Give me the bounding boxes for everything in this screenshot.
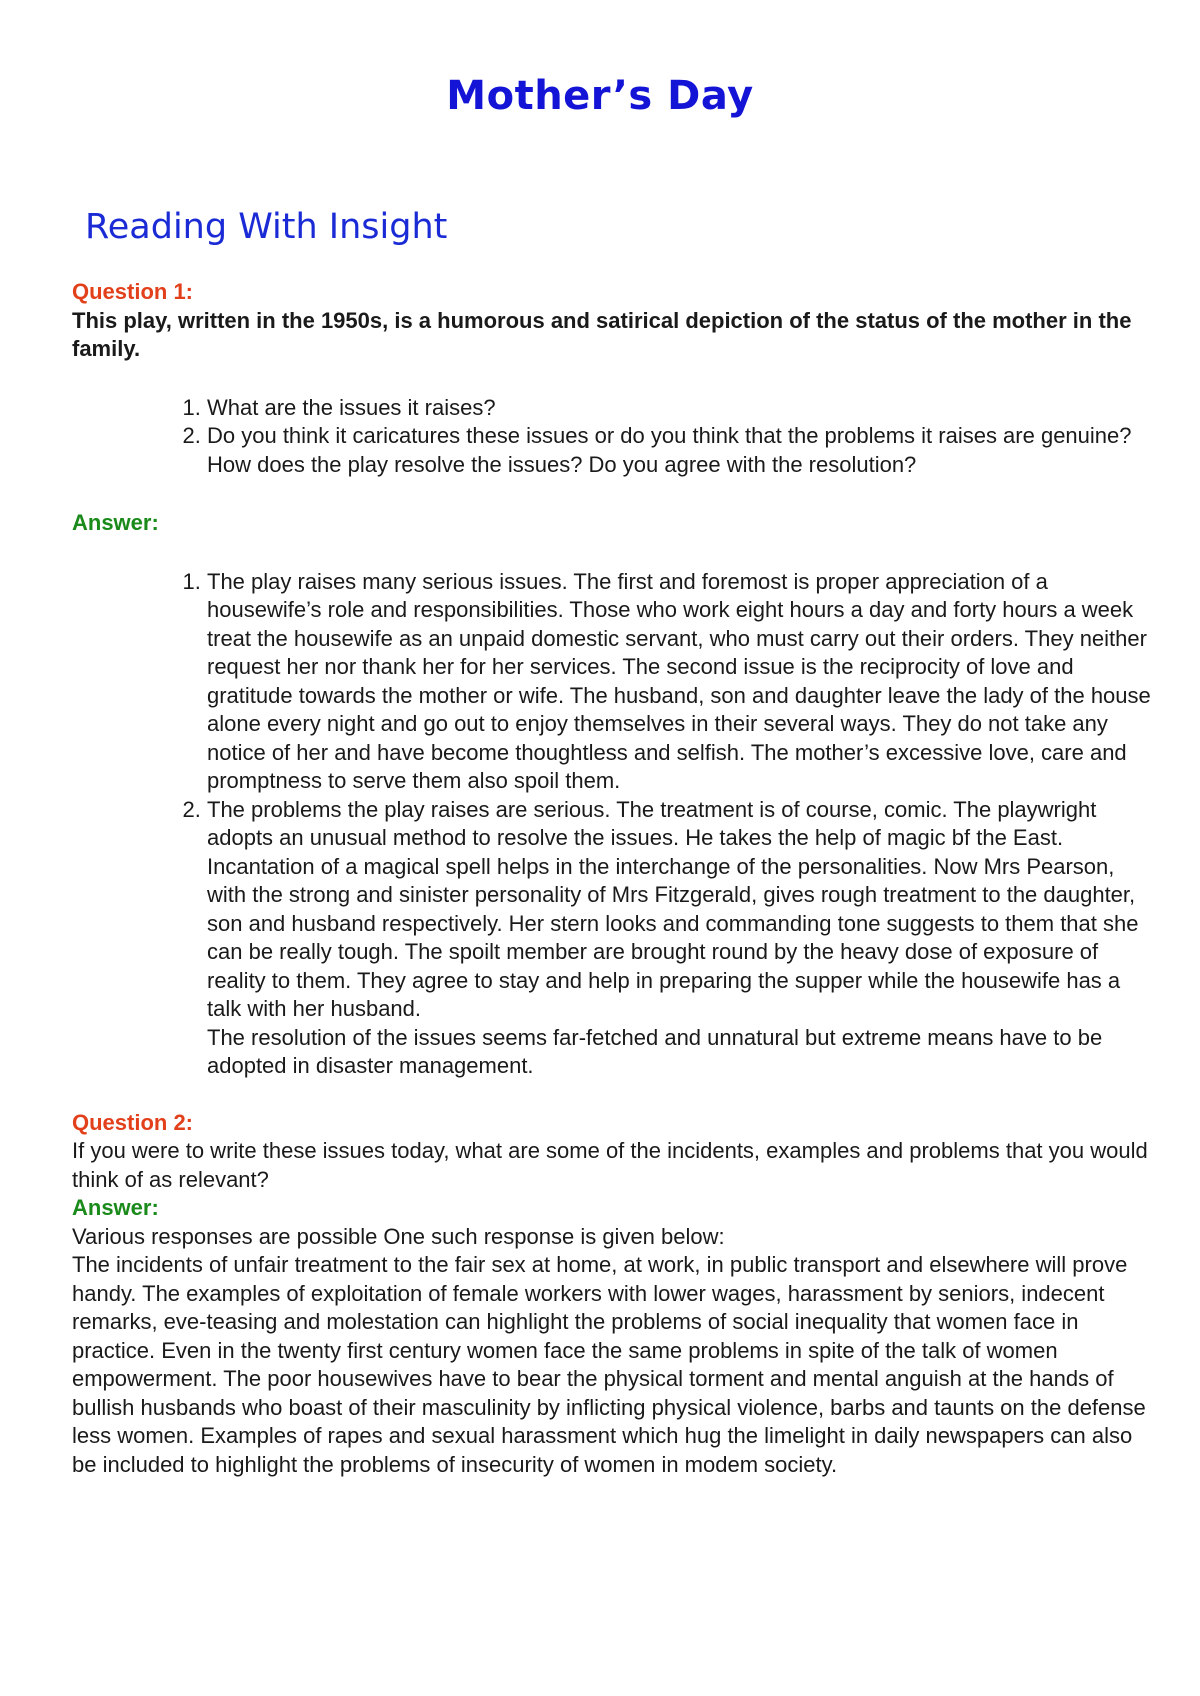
answer-1-item: 1. The play raises many serious issues. The first and foremost is proper appreciation of a housewife’s role and responsibilities. Those who work eight hours a day and forty hours a week treat the housewife as an unpaid domestic servant, who must carry out their orders. They neither request her nor thank her for her services. The second issue is the reciprocity of love and gratitude towards the mother or wife. The husband, son and daughter leave the lady of the house alone every night and go out to enjoy themselves in their several ways. They do not take any notice of her and have become thoughtless and selfish. The mother’s excessive love, care and promptness to serve them also spoil them. [207,568,1152,796]
answer-1-list [72,568,1152,1081]
answer-1-item-extra: The resolution of the issues seems far-fetched and unnatural but extreme means have to be adopted in disaster management. [207,1024,1103,1078]
question-1-label: Question 1: [72,279,194,304]
question-2-prompt: If you were to write these issues today, what are some of the incidents, examples and problems that you would think of as relevant? [72,1138,1148,1192]
question-1-list [72,394,1152,480]
question-1-item: 1. What are the issues it raises? [207,394,1152,423]
answer-1-item-text: The problems the play raises are serious. The treatment is of course, comic. The playwright adopts an unusual method to resolve the issues. He takes the help of magic bf the East. Incantation of a magical spell helps in the interchange of the personalities. Now Mrs Pearson, with the strong and sinister personality of Mrs Fitzgerald, gives rough treatment to the daughter, son and husband respectively. Her stern looks and commanding tone suggests to them that she can be really tough. The spoilt member are brought round by the heavy dose of exposure of reality to them. They agree to stay and help in preparing the supper while the housewife has a talk with her husband. [207,796,1139,1021]
document-body [72,278,1152,1479]
question-1-item: 2. Do you think it caricatures these issues or do you think that the problems it raises are genuine? How does the play resolve the issues? Do you agree with the resolution? [207,422,1152,479]
question-2-label: Question 2: [72,1109,194,1135]
answer-2-label: Answer: [72,1195,159,1220]
section-heading: Reading With Insight [85,207,448,247]
answer-1-item [207,796,1152,1081]
answer-2-body: The incidents of unfair treatment to the fair sex at home, at work, in public transport and elsewhere will prove handy. The examples of exploitation of female workers with lower wages, harassment by seniors, indecent remarks, eve-teasing and molestation can highlight the problems of social inequality that women face in practice. Even in the twenty first century women face the same problems in spite of the talk of women empowerment. The poor housewives have to bear the physical torment and mental anguish at the hands of bullish husbands who boast of their masculinity by inflicting physical violence, barbs and taunts on the defense less women. Examples of rapes and sexual harassment which hug the limelight in daily newspapers can also be included to highlight the problems of insecurity of women in modem society. [72,1252,1146,1477]
answer-1-label: Answer: [72,510,159,535]
answer-2-intro: Various responses are possible One such response is given below: [72,1223,725,1249]
question-1-prompt: This play, written in the 1950s, is a humorous and satirical depiction of the status of the mother in the family. [72,307,1132,361]
document-title: Mother’s Day [446,73,754,119]
